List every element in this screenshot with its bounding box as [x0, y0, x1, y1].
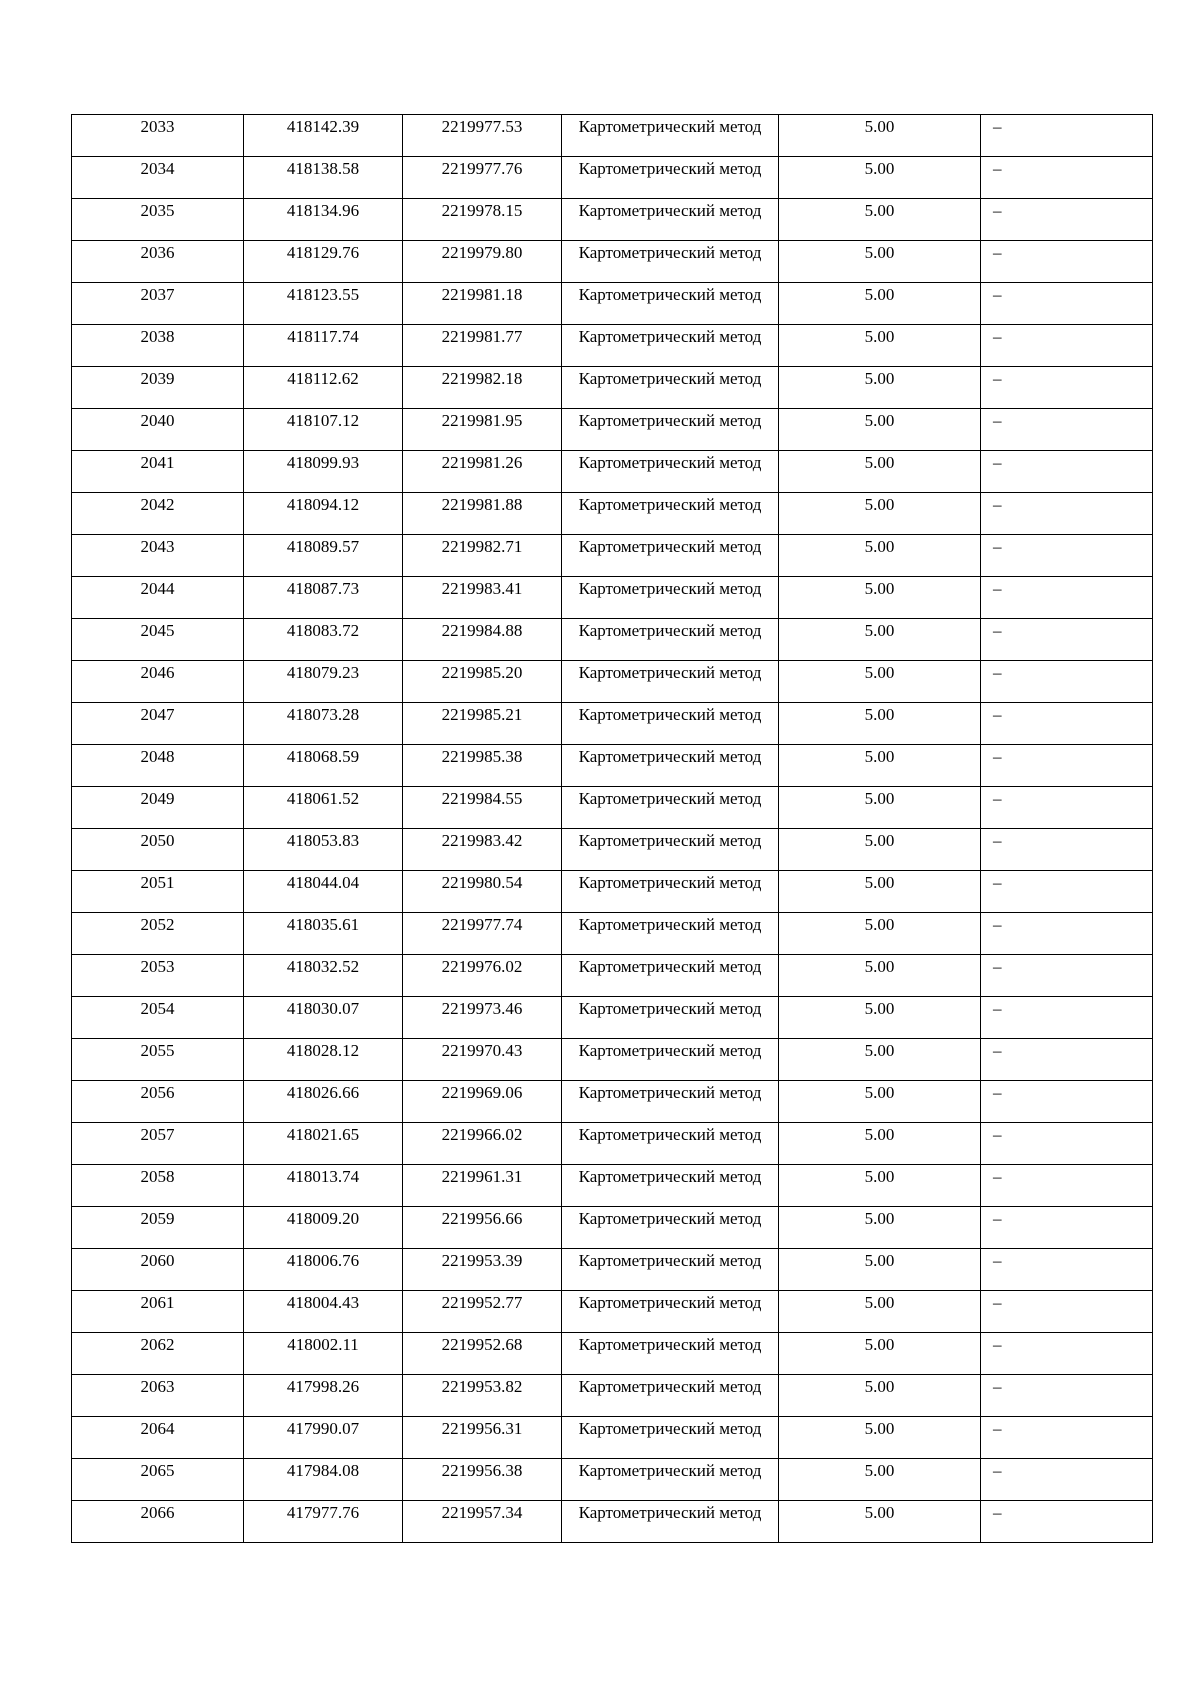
accuracy-cell: 5.00	[779, 1333, 981, 1375]
y-coordinate-cell: 2219973.46	[403, 997, 562, 1039]
table-row	[72, 451, 1153, 493]
note-cell: –	[981, 871, 1153, 913]
method-cell: Картометрический метод	[562, 325, 779, 367]
y-coordinate-cell: 2219956.66	[403, 1207, 562, 1249]
coordinates-table-body	[72, 115, 1153, 1543]
accuracy-cell: 5.00	[779, 913, 981, 955]
point-number-cell: 2042	[72, 493, 244, 535]
note-cell: –	[981, 115, 1153, 157]
accuracy-cell: 5.00	[779, 703, 981, 745]
method-cell: Картометрический метод	[562, 1375, 779, 1417]
y-coordinate-cell: 2219977.74	[403, 913, 562, 955]
x-coordinate-cell: 418068.59	[244, 745, 403, 787]
x-coordinate-cell: 417977.76	[244, 1501, 403, 1543]
x-coordinate-cell: 418061.52	[244, 787, 403, 829]
y-coordinate-cell: 2219984.88	[403, 619, 562, 661]
table-row	[72, 1333, 1153, 1375]
x-coordinate-cell: 418083.72	[244, 619, 403, 661]
table-row	[72, 1249, 1153, 1291]
method-cell: Картометрический метод	[562, 1039, 779, 1081]
method-cell: Картометрический метод	[562, 493, 779, 535]
y-coordinate-cell: 2219977.76	[403, 157, 562, 199]
y-coordinate-cell: 2219957.34	[403, 1501, 562, 1543]
x-coordinate-cell: 418004.43	[244, 1291, 403, 1333]
accuracy-cell: 5.00	[779, 493, 981, 535]
note-cell: –	[981, 367, 1153, 409]
point-number-cell: 2050	[72, 829, 244, 871]
accuracy-cell: 5.00	[779, 997, 981, 1039]
y-coordinate-cell: 2219981.88	[403, 493, 562, 535]
table-row	[72, 661, 1153, 703]
method-cell: Картометрический метод	[562, 115, 779, 157]
method-cell: Картометрический метод	[562, 913, 779, 955]
y-coordinate-cell: 2219980.54	[403, 871, 562, 913]
note-cell: –	[981, 577, 1153, 619]
method-cell: Картометрический метод	[562, 1081, 779, 1123]
x-coordinate-cell: 418123.55	[244, 283, 403, 325]
method-cell: Картометрический метод	[562, 1333, 779, 1375]
point-number-cell: 2045	[72, 619, 244, 661]
method-cell: Картометрический метод	[562, 1249, 779, 1291]
method-cell: Картометрический метод	[562, 451, 779, 493]
accuracy-cell: 5.00	[779, 367, 981, 409]
method-cell: Картометрический метод	[562, 199, 779, 241]
accuracy-cell: 5.00	[779, 451, 981, 493]
accuracy-cell: 5.00	[779, 1249, 981, 1291]
note-cell: –	[981, 1501, 1153, 1543]
note-cell: –	[981, 157, 1153, 199]
note-cell: –	[981, 1123, 1153, 1165]
accuracy-cell: 5.00	[779, 115, 981, 157]
method-cell: Картометрический метод	[562, 1417, 779, 1459]
x-coordinate-cell: 418006.76	[244, 1249, 403, 1291]
point-number-cell: 2040	[72, 409, 244, 451]
point-number-cell: 2051	[72, 871, 244, 913]
point-number-cell: 2043	[72, 535, 244, 577]
note-cell: –	[981, 1081, 1153, 1123]
note-cell: –	[981, 1333, 1153, 1375]
x-coordinate-cell: 418129.76	[244, 241, 403, 283]
note-cell: –	[981, 325, 1153, 367]
table-row	[72, 1459, 1153, 1501]
y-coordinate-cell: 2219983.41	[403, 577, 562, 619]
x-coordinate-cell: 418079.23	[244, 661, 403, 703]
point-number-cell: 2048	[72, 745, 244, 787]
y-coordinate-cell: 2219978.15	[403, 199, 562, 241]
method-cell: Картометрический метод	[562, 241, 779, 283]
point-number-cell: 2044	[72, 577, 244, 619]
y-coordinate-cell: 2219985.38	[403, 745, 562, 787]
accuracy-cell: 5.00	[779, 1501, 981, 1543]
note-cell: –	[981, 997, 1153, 1039]
accuracy-cell: 5.00	[779, 829, 981, 871]
point-number-cell: 2034	[72, 157, 244, 199]
note-cell: –	[981, 493, 1153, 535]
table-row	[72, 1501, 1153, 1543]
x-coordinate-cell: 418094.12	[244, 493, 403, 535]
point-number-cell: 2060	[72, 1249, 244, 1291]
accuracy-cell: 5.00	[779, 535, 981, 577]
y-coordinate-cell: 2219976.02	[403, 955, 562, 997]
accuracy-cell: 5.00	[779, 1165, 981, 1207]
point-number-cell: 2063	[72, 1375, 244, 1417]
y-coordinate-cell: 2219982.71	[403, 535, 562, 577]
method-cell: Картометрический метод	[562, 1459, 779, 1501]
note-cell: –	[981, 1375, 1153, 1417]
note-cell: –	[981, 1459, 1153, 1501]
x-coordinate-cell: 417998.26	[244, 1375, 403, 1417]
table-row	[72, 325, 1153, 367]
point-number-cell: 2053	[72, 955, 244, 997]
table-row	[72, 1207, 1153, 1249]
accuracy-cell: 5.00	[779, 241, 981, 283]
x-coordinate-cell: 418089.57	[244, 535, 403, 577]
table-row	[72, 913, 1153, 955]
point-number-cell: 2059	[72, 1207, 244, 1249]
accuracy-cell: 5.00	[779, 1039, 981, 1081]
y-coordinate-cell: 2219983.42	[403, 829, 562, 871]
accuracy-cell: 5.00	[779, 1081, 981, 1123]
y-coordinate-cell: 2219961.31	[403, 1165, 562, 1207]
note-cell: –	[981, 1165, 1153, 1207]
table-row	[72, 283, 1153, 325]
method-cell: Картометрический метод	[562, 409, 779, 451]
table-row	[72, 199, 1153, 241]
y-coordinate-cell: 2219981.18	[403, 283, 562, 325]
table-row	[72, 871, 1153, 913]
x-coordinate-cell: 418013.74	[244, 1165, 403, 1207]
point-number-cell: 2064	[72, 1417, 244, 1459]
y-coordinate-cell: 2219985.20	[403, 661, 562, 703]
table-row	[72, 1039, 1153, 1081]
note-cell: –	[981, 913, 1153, 955]
y-coordinate-cell: 2219953.39	[403, 1249, 562, 1291]
x-coordinate-cell: 417984.08	[244, 1459, 403, 1501]
method-cell: Картометрический метод	[562, 1291, 779, 1333]
y-coordinate-cell: 2219952.77	[403, 1291, 562, 1333]
y-coordinate-cell: 2219952.68	[403, 1333, 562, 1375]
x-coordinate-cell: 418073.28	[244, 703, 403, 745]
table-row	[72, 409, 1153, 451]
x-coordinate-cell: 418134.96	[244, 199, 403, 241]
method-cell: Картометрический метод	[562, 1165, 779, 1207]
method-cell: Картометрический метод	[562, 577, 779, 619]
note-cell: –	[981, 787, 1153, 829]
point-number-cell: 2056	[72, 1081, 244, 1123]
method-cell: Картометрический метод	[562, 871, 779, 913]
note-cell: –	[981, 1207, 1153, 1249]
point-number-cell: 2039	[72, 367, 244, 409]
accuracy-cell: 5.00	[779, 1459, 981, 1501]
x-coordinate-cell: 418032.52	[244, 955, 403, 997]
note-cell: –	[981, 955, 1153, 997]
point-number-cell: 2066	[72, 1501, 244, 1543]
table-row	[72, 1123, 1153, 1165]
table-row	[72, 787, 1153, 829]
y-coordinate-cell: 2219977.53	[403, 115, 562, 157]
note-cell: –	[981, 1039, 1153, 1081]
x-coordinate-cell: 418099.93	[244, 451, 403, 493]
y-coordinate-cell: 2219969.06	[403, 1081, 562, 1123]
x-coordinate-cell: 418002.11	[244, 1333, 403, 1375]
table-row	[72, 829, 1153, 871]
point-number-cell: 2033	[72, 115, 244, 157]
point-number-cell: 2041	[72, 451, 244, 493]
note-cell: –	[981, 451, 1153, 493]
accuracy-cell: 5.00	[779, 283, 981, 325]
accuracy-cell: 5.00	[779, 1291, 981, 1333]
method-cell: Картометрический метод	[562, 703, 779, 745]
note-cell: –	[981, 703, 1153, 745]
method-cell: Картометрический метод	[562, 1501, 779, 1543]
point-number-cell: 2049	[72, 787, 244, 829]
x-coordinate-cell: 418035.61	[244, 913, 403, 955]
accuracy-cell: 5.00	[779, 1417, 981, 1459]
method-cell: Картометрический метод	[562, 955, 779, 997]
y-coordinate-cell: 2219953.82	[403, 1375, 562, 1417]
x-coordinate-cell: 417990.07	[244, 1417, 403, 1459]
accuracy-cell: 5.00	[779, 619, 981, 661]
method-cell: Картометрический метод	[562, 997, 779, 1039]
y-coordinate-cell: 2219984.55	[403, 787, 562, 829]
table-row	[72, 241, 1153, 283]
y-coordinate-cell: 2219981.77	[403, 325, 562, 367]
accuracy-cell: 5.00	[779, 871, 981, 913]
accuracy-cell: 5.00	[779, 577, 981, 619]
note-cell: –	[981, 199, 1153, 241]
accuracy-cell: 5.00	[779, 157, 981, 199]
x-coordinate-cell: 418087.73	[244, 577, 403, 619]
method-cell: Картометрический метод	[562, 745, 779, 787]
table-row	[72, 997, 1153, 1039]
note-cell: –	[981, 745, 1153, 787]
point-number-cell: 2046	[72, 661, 244, 703]
table-row	[72, 1081, 1153, 1123]
table-row	[72, 745, 1153, 787]
x-coordinate-cell: 418028.12	[244, 1039, 403, 1081]
note-cell: –	[981, 409, 1153, 451]
method-cell: Картометрический метод	[562, 367, 779, 409]
note-cell: –	[981, 241, 1153, 283]
note-cell: –	[981, 1417, 1153, 1459]
accuracy-cell: 5.00	[779, 1375, 981, 1417]
point-number-cell: 2038	[72, 325, 244, 367]
table-row	[72, 115, 1153, 157]
table-row	[72, 955, 1153, 997]
method-cell: Картометрический метод	[562, 829, 779, 871]
note-cell: –	[981, 283, 1153, 325]
x-coordinate-cell: 418142.39	[244, 115, 403, 157]
point-number-cell: 2047	[72, 703, 244, 745]
point-number-cell: 2055	[72, 1039, 244, 1081]
x-coordinate-cell: 418107.12	[244, 409, 403, 451]
y-coordinate-cell: 2219970.43	[403, 1039, 562, 1081]
y-coordinate-cell: 2219956.31	[403, 1417, 562, 1459]
table-row	[72, 535, 1153, 577]
accuracy-cell: 5.00	[779, 409, 981, 451]
x-coordinate-cell: 418021.65	[244, 1123, 403, 1165]
point-number-cell: 2035	[72, 199, 244, 241]
point-number-cell: 2062	[72, 1333, 244, 1375]
accuracy-cell: 5.00	[779, 1123, 981, 1165]
accuracy-cell: 5.00	[779, 1207, 981, 1249]
y-coordinate-cell: 2219966.02	[403, 1123, 562, 1165]
x-coordinate-cell: 418053.83	[244, 829, 403, 871]
y-coordinate-cell: 2219979.80	[403, 241, 562, 283]
method-cell: Картометрический метод	[562, 661, 779, 703]
y-coordinate-cell: 2219956.38	[403, 1459, 562, 1501]
method-cell: Картометрический метод	[562, 535, 779, 577]
point-number-cell: 2057	[72, 1123, 244, 1165]
table-row	[72, 157, 1153, 199]
method-cell: Картометрический метод	[562, 283, 779, 325]
table-row	[72, 1165, 1153, 1207]
method-cell: Картометрический метод	[562, 1123, 779, 1165]
accuracy-cell: 5.00	[779, 745, 981, 787]
y-coordinate-cell: 2219982.18	[403, 367, 562, 409]
table-row	[72, 1375, 1153, 1417]
point-number-cell: 2061	[72, 1291, 244, 1333]
method-cell: Картометрический метод	[562, 619, 779, 661]
x-coordinate-cell: 418026.66	[244, 1081, 403, 1123]
y-coordinate-cell: 2219981.95	[403, 409, 562, 451]
point-number-cell: 2037	[72, 283, 244, 325]
method-cell: Картометрический метод	[562, 157, 779, 199]
note-cell: –	[981, 535, 1153, 577]
note-cell: –	[981, 619, 1153, 661]
x-coordinate-cell: 418117.74	[244, 325, 403, 367]
point-number-cell: 2058	[72, 1165, 244, 1207]
method-cell: Картометрический метод	[562, 787, 779, 829]
table-row	[72, 493, 1153, 535]
point-number-cell: 2052	[72, 913, 244, 955]
note-cell: –	[981, 1249, 1153, 1291]
x-coordinate-cell: 418044.04	[244, 871, 403, 913]
point-number-cell: 2065	[72, 1459, 244, 1501]
note-cell: –	[981, 829, 1153, 871]
x-coordinate-cell: 418138.58	[244, 157, 403, 199]
table-row	[72, 577, 1153, 619]
method-cell: Картометрический метод	[562, 1207, 779, 1249]
table-row	[72, 1291, 1153, 1333]
accuracy-cell: 5.00	[779, 325, 981, 367]
note-cell: –	[981, 1291, 1153, 1333]
coordinates-table	[71, 114, 1153, 1543]
y-coordinate-cell: 2219981.26	[403, 451, 562, 493]
point-number-cell: 2036	[72, 241, 244, 283]
accuracy-cell: 5.00	[779, 199, 981, 241]
x-coordinate-cell: 418112.62	[244, 367, 403, 409]
table-row	[72, 367, 1153, 409]
accuracy-cell: 5.00	[779, 661, 981, 703]
note-cell: –	[981, 661, 1153, 703]
accuracy-cell: 5.00	[779, 787, 981, 829]
x-coordinate-cell: 418030.07	[244, 997, 403, 1039]
y-coordinate-cell: 2219985.21	[403, 703, 562, 745]
point-number-cell: 2054	[72, 997, 244, 1039]
x-coordinate-cell: 418009.20	[244, 1207, 403, 1249]
table-row	[72, 619, 1153, 661]
table-row	[72, 703, 1153, 745]
accuracy-cell: 5.00	[779, 955, 981, 997]
table-row	[72, 1417, 1153, 1459]
